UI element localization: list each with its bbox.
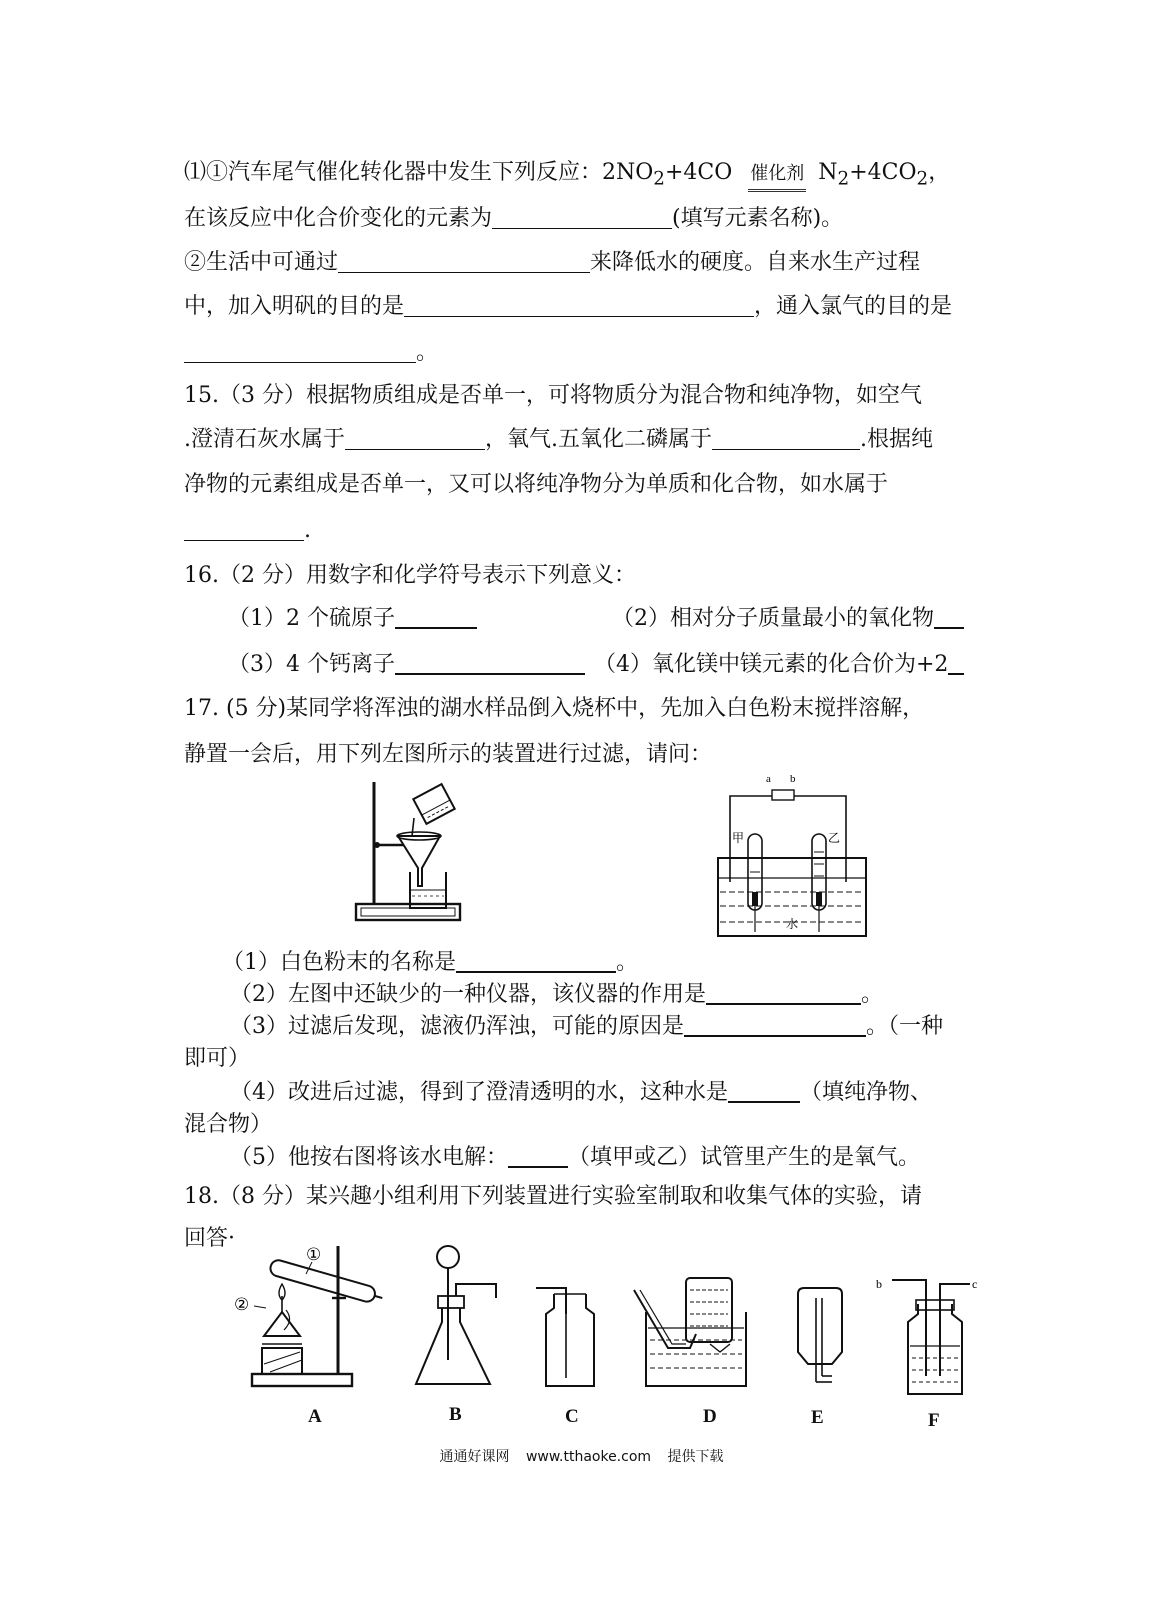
apparatus-label-a: A: [308, 1406, 322, 1427]
q16-item1: （1）2 个硫原子: [228, 604, 477, 634]
tube-jia-label: 甲: [732, 831, 745, 845]
apparatus-c-figure: [532, 1284, 604, 1394]
answer-blank[interactable]: [345, 427, 485, 450]
q18-line1: 18.（8 分）某兴趣小组利用下列装置进行实验室制取和收集气体的实验，请: [184, 1184, 922, 1209]
answer-blank[interactable]: [395, 651, 585, 675]
answer-blank[interactable]: [948, 651, 964, 675]
q14-line3: ②生活中可通过 来降低水的硬度。自来水生产过程: [184, 250, 921, 275]
q17-sub3: （3）过滤后发现，滤液仍浑浊，可能的原因是 。（一种: [230, 1014, 944, 1039]
catalyst-label: 催化剂: [750, 159, 804, 189]
electrode-a-label: a: [766, 773, 771, 785]
q14-line1: ⑴①汽车尾气催化转化器中发生下列反应：$2NO_2+4CO$ 催化剂 $N_2+4CO_2$，: [184, 160, 951, 190]
q17-line2: 静置一会后，用下列左图所示的装置进行过滤，请问：: [184, 742, 713, 767]
q16-title: 16.（2 分）用数字和化学符号表示下列意义：: [184, 563, 636, 588]
q16-item2: （2）相对分子质量最小的氧化物: [612, 604, 964, 634]
apparatus-b-figure: [410, 1244, 502, 1392]
port-c-label: c: [972, 1277, 978, 1291]
marker-2: ②: [234, 1295, 250, 1315]
answer-blank[interactable]: [492, 206, 672, 229]
q14-line5: 。: [184, 338, 438, 368]
answer-blank[interactable]: [404, 294, 754, 317]
answer-blank[interactable]: [728, 1079, 800, 1103]
apparatus-label-f: F: [928, 1410, 940, 1431]
apparatus-a-figure: [226, 1240, 362, 1392]
marker-1: ①: [306, 1245, 322, 1265]
apparatus-label-b: B: [449, 1404, 462, 1425]
answer-blank[interactable]: [712, 427, 860, 450]
page-footer: [0, 1446, 1163, 1466]
q15-line3: 净物的元素组成是否单一，又可以将纯净物分为单质和化合物，如水属于: [184, 472, 889, 497]
q17-sub1: （1）白色粉末的名称是 。: [222, 950, 639, 975]
answer-blank[interactable]: [684, 1013, 866, 1037]
answer-blank[interactable]: [508, 1144, 568, 1168]
q17-sub4: （4）改进后过滤，得到了澄清透明的水，这种水是 （填纯净物、: [230, 1080, 933, 1105]
answer-blank[interactable]: [338, 250, 590, 273]
answer-blank[interactable]: [456, 949, 616, 973]
tube-yi-label: 乙: [828, 831, 841, 845]
answer-blank[interactable]: [395, 605, 477, 629]
q18-line2: 回答·: [184, 1226, 235, 1251]
port-b-label: b: [876, 1277, 882, 1291]
apparatus-label-c: C: [565, 1406, 579, 1427]
apparatus-e-figure: [790, 1284, 850, 1386]
q17-sub4-cont: 混合物）: [184, 1112, 273, 1137]
apparatus-label-d: D: [703, 1406, 717, 1427]
apparatus-label-e: E: [811, 1407, 824, 1428]
q17-sub2: （2）左图中还缺少的一种仪器，该仪器的作用是 。: [230, 982, 884, 1007]
filtration-apparatus-figure: [352, 778, 464, 924]
answer-blank[interactable]: [934, 605, 964, 629]
q14-line2: 在该反应中化合价变化的元素为 (填写元素名称)。: [184, 206, 844, 231]
q15-line4: .: [184, 516, 311, 546]
answer-blank[interactable]: [184, 518, 304, 541]
q16-item4: （4）氧化镁中镁元素的化合价为+2: [594, 650, 964, 680]
apparatus-d-figure: [632, 1274, 756, 1392]
q15-line1: 15.（3 分）根据物质组成是否单一，可将物质分为混合物和纯净物，如空气: [184, 383, 922, 408]
footer-url[interactable]: www.tthaoke.com: [525, 1449, 652, 1465]
answer-blank[interactable]: [706, 981, 861, 1005]
q17-sub3-cont: 即可）: [184, 1046, 251, 1071]
apparatus-f-figure: [872, 1276, 984, 1398]
electrode-b-label: b: [790, 773, 796, 785]
answer-blank[interactable]: [184, 340, 416, 363]
q14-line4: 中，加入明矾的目的是 ，通入氯气的目的是: [184, 294, 953, 319]
q16-item3: （3）4 个钙离子: [228, 650, 585, 680]
footer-site-name: 通通好课网: [439, 1449, 510, 1465]
q15-line2: .澄清石灰水属于 ，氧气.五氧化二磷属于 .根据纯: [184, 427, 933, 452]
q17-line1: 17. (5 分)某同学将浑浊的湖水样品倒入烧杯中，先加入白色粉末搅拌溶解，: [184, 696, 925, 721]
electrolysis-apparatus-figure: [708, 772, 882, 942]
q17-sub5: （5）他按右图将该水电解： （填甲或乙）试管里产生的是氧气。: [230, 1145, 921, 1170]
water-label: 水: [786, 917, 799, 931]
footer-note: 提供下载: [667, 1449, 724, 1465]
